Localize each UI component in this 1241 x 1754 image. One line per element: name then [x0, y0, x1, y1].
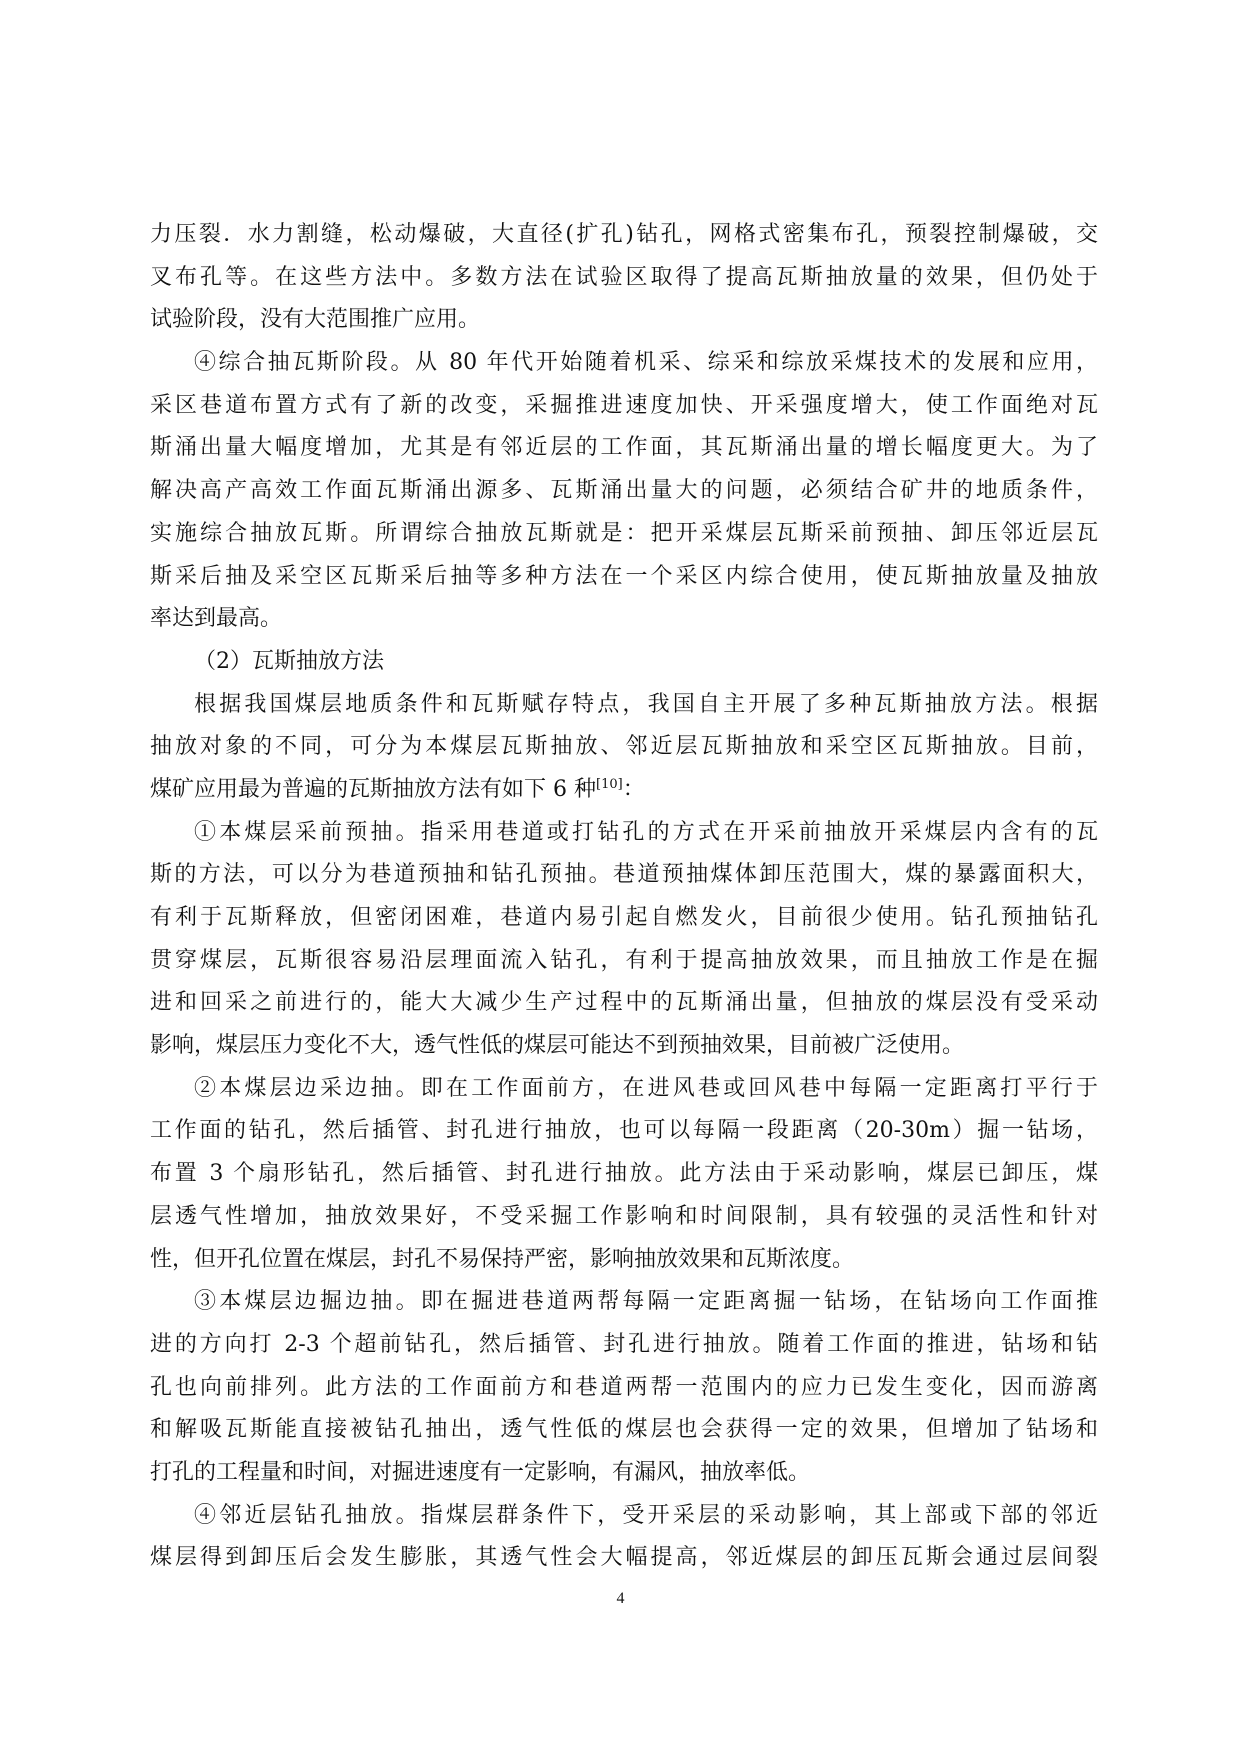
- text-line: 贯穿煤层，瓦斯很容易沿层理面流入钻孔，有利于提高抽放效果，而且抽放工作是在掘: [150, 947, 1098, 973]
- paragraph-first-line: ①本煤层采前预抽。指采用巷道或打钻孔的方式在开采前抽放开采煤层内含有的瓦: [194, 819, 1098, 845]
- text-line-with-citation: [150, 769, 1098, 812]
- text-line: 叉布孔等。在这些方法中。多数方法在试验区取得了提高瓦斯抽放量的效果，但仍处于: [150, 264, 1098, 290]
- paragraph-first-line: ③本煤层边掘边抽。即在掘进巷道两帮每隔一定距离掘一钻场，在钻场向工作面推: [194, 1289, 1098, 1315]
- text-line: 有利于瓦斯释放，但密闭困难，巷道内易引起自燃发火，目前很少使用。钻孔预抽钻孔: [150, 905, 1098, 930]
- text-line: 布置 3 个扇形钻孔，然后插管、封孔进行抽放。此方法由于采动影响，煤层已卸压，煤: [150, 1161, 1098, 1187]
- section-heading: （2）瓦斯抽放方法: [194, 648, 384, 674]
- text-line: 和解吸瓦斯能直接被钻孔抽出，透气性低的煤层也会获得一定的效果，但增加了钻场和: [150, 1417, 1098, 1443]
- text-line: 工作面的钻孔，然后插管、封孔进行抽放，也可以每隔一段距离（20-30m）掘一钻场，: [150, 1118, 1098, 1144]
- text-line: 影响，煤层压力变化不大，透气性低的煤层可能达不到预抽效果，目前被广泛使用。: [150, 1033, 965, 1059]
- text-line: 打孔的工程量和时间，对掘进速度有一定影响，有漏风，抽放率低。: [150, 1459, 811, 1485]
- text-line: 解决高产高效工作面瓦斯涌出源多、瓦斯涌出量大的问题，必须结合矿井的地质条件，: [150, 478, 1098, 504]
- text-line: 性，但开孔位置在煤层，封孔不易保持严密，影响抽放效果和瓦斯浓度。: [150, 1246, 855, 1272]
- page-number: 4: [616, 1590, 625, 1607]
- paragraph-first-line: ④邻近层钻孔抽放。指煤层群条件下，受开采层的采动影响，其上部或下部的邻近: [194, 1502, 1098, 1528]
- text-line: 试验阶段，没有大范围推广应用。: [150, 307, 481, 333]
- text-line: 抽放对象的不同，可分为本煤层瓦斯抽放、邻近层瓦斯抽放和采空区瓦斯抽放。目前，: [150, 734, 1098, 760]
- body-text: [150, 214, 1098, 1580]
- text-line: 层透气性增加，抽放效果好，不受采掘工作影响和时间限制，具有较强的灵活性和针对: [150, 1203, 1098, 1229]
- paragraph-first-line: 根据我国煤层地质条件和瓦斯赋存特点，我国自主开展了多种瓦斯抽放方法。根据: [194, 691, 1098, 717]
- text-line: 进和回采之前进行的，能大大减少生产过程中的瓦斯涌出量，但抽放的煤层没有受采动: [150, 990, 1098, 1016]
- text-line: 煤层得到卸压后会发生膨胀，其透气性会大幅提高，邻近煤层的卸压瓦斯会通过层间裂: [150, 1545, 1098, 1571]
- text-line: 斯的方法，可以分为巷道预抽和钻孔预抽。巷道预抽煤体卸压范围大，煤的暴露面积大，: [150, 862, 1098, 888]
- text-line: 孔也向前排列。此方法的工作面前方和巷道两帮一范围内的应力已发生变化，因而游离: [150, 1374, 1098, 1400]
- text-line: 采区巷道布置方式有了新的改变，采掘推进速度加快、开采强度增大，使工作面绝对瓦: [150, 392, 1098, 418]
- text-line: 率达到最高。: [150, 606, 283, 632]
- text-line: 实施综合抽放瓦斯。所谓综合抽放瓦斯就是：把开采煤层瓦斯采前预抽、卸压邻近层瓦: [150, 520, 1098, 546]
- paragraph-first-line: ②本煤层边采边抽。即在工作面前方，在进风巷或回风巷中每隔一定距离打平行于: [194, 1075, 1098, 1101]
- text-fragment: 煤矿应用最为普遍的瓦斯抽放方法有如下 6 种: [150, 776, 596, 802]
- text-line: 进的方向打 2-3 个超前钻孔，然后插管、封孔进行抽放。随着工作面的推进，钻场和钻: [150, 1331, 1098, 1357]
- text-line: 力压裂．水力割缝，松动爆破，大直径(扩孔)钻孔，网格式密集布孔，预裂控制爆破，交: [150, 222, 1098, 247]
- text-line: 斯采后抽及采空区瓦斯采后抽等多种方法在一个采区内综合使用，使瓦斯抽放量及抽放: [150, 563, 1098, 589]
- paragraph-first-line: ④综合抽瓦斯阶段。从 80 年代开始随着机采、综采和综放采煤技术的发展和应用，: [194, 350, 1098, 376]
- text-line: 斯涌出量大幅度增加，尤其是有邻近层的工作面，其瓦斯涌出量的增长幅度更大。为了: [150, 435, 1098, 461]
- text-fragment: ：: [622, 776, 645, 802]
- citation-reference[interactable]: [10]: [596, 776, 623, 792]
